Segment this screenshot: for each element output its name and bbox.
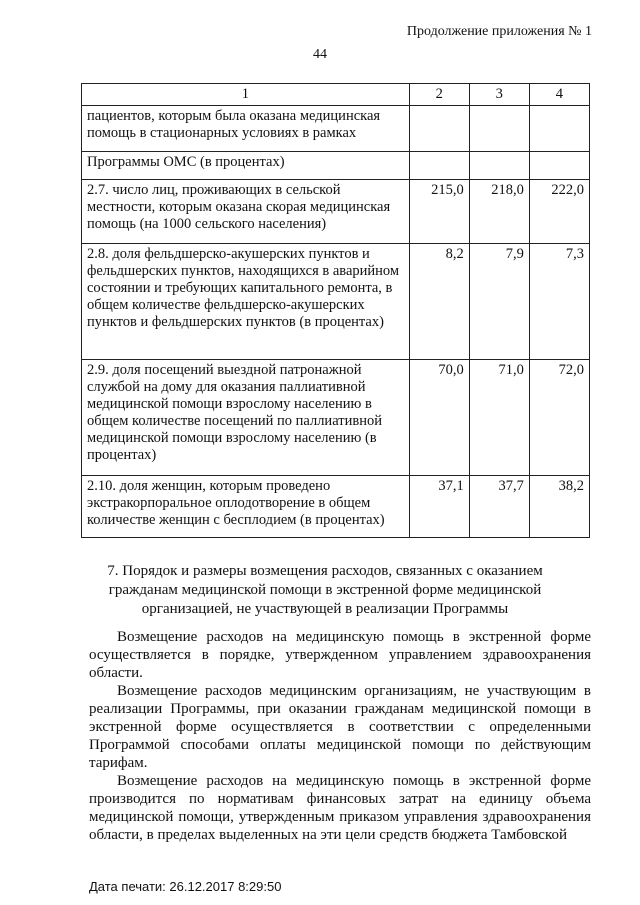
body-text bbox=[89, 628, 591, 844]
appendix-note: Продолжение приложения № 1 bbox=[406, 24, 592, 39]
table-row bbox=[82, 106, 590, 152]
table-row bbox=[82, 244, 590, 360]
table-header-row bbox=[82, 84, 590, 106]
table-row bbox=[82, 360, 590, 476]
row-label: пациентов, которым была оказана медицинская помощь в стационарных условиях в рамках bbox=[82, 106, 410, 152]
value-cell: 71,0 bbox=[469, 360, 529, 476]
value-cell: 222,0 bbox=[529, 180, 589, 244]
value-cell: 7,3 bbox=[529, 244, 589, 360]
row-label: 2.7. число лиц, проживающих в сельской местности, которым оказана скорая медицинская помощь (на 1000 сельского населения) bbox=[82, 180, 410, 244]
value-cell bbox=[469, 106, 529, 152]
value-cell: 215,0 bbox=[409, 180, 469, 244]
value-cell bbox=[409, 106, 469, 152]
row-label: 2.8. доля фельдшерско-акушерских пунктов и фельдшерских пунктов, находящихся в аварийном состоянии и требующих капитального ремонта, в общем количестве фельдшерско-акушерских пунктов и фельдшерских пунктов (в процентах) bbox=[82, 244, 410, 360]
value-cell bbox=[529, 152, 589, 180]
section-title: 7. Порядок и размеры возмещения расходов, связанных с оказанием гражданам медицинской помощи в экстренной форме медицинской организацией, не участвующей в реализации Программы bbox=[107, 563, 543, 617]
value-cell bbox=[529, 106, 589, 152]
indicators-table bbox=[81, 83, 590, 538]
value-cell: 218,0 bbox=[469, 180, 529, 244]
page-number: 44 bbox=[313, 47, 327, 62]
table-row bbox=[82, 180, 590, 244]
header-cell: 2 bbox=[409, 84, 469, 106]
value-cell bbox=[469, 152, 529, 180]
value-cell bbox=[409, 152, 469, 180]
header-cell: 3 bbox=[469, 84, 529, 106]
print-date: Дата печати: 26.12.2017 8:29:50 bbox=[89, 879, 282, 894]
row-label: 2.10. доля женщин, которым проведено экстракорпоральное оплодотворение в общем количестве женщин с бесплодием (в процентах) bbox=[82, 476, 410, 538]
header-cell: 4 bbox=[529, 84, 589, 106]
value-cell: 7,9 bbox=[469, 244, 529, 360]
row-label: 2.9. доля посещений выездной патронажной службой на дому для оказания паллиативной медицинской помощи взрослому населению в общем количестве посещений по паллиативной медицинской помощи взрослому населению (в процентах) bbox=[82, 360, 410, 476]
paragraph: Возмещение расходов на медицинскую помощь в экстренной форме осуществляется в порядке, утвержденном управлением здравоохранения области. bbox=[89, 629, 591, 681]
value-cell: 37,7 bbox=[469, 476, 529, 538]
header-cell: 1 bbox=[82, 84, 410, 106]
table-row bbox=[82, 476, 590, 538]
value-cell: 70,0 bbox=[409, 360, 469, 476]
table-row bbox=[82, 152, 590, 180]
value-cell: 38,2 bbox=[529, 476, 589, 538]
value-cell: 72,0 bbox=[529, 360, 589, 476]
paragraph: Возмещение расходов медицинским организациям, не участвующим в реализации Программы, при оказании гражданам медицинской помощи в экстренной форме осуществляется в соответствии с определенными Программой способами оплаты медицинской помощи по действующим тарифам. bbox=[89, 683, 591, 771]
value-cell: 37,1 bbox=[409, 476, 469, 538]
row-label: Программы ОМС (в процентах) bbox=[82, 152, 410, 180]
paragraph: Возмещение расходов на медицинскую помощь в экстренной форме производится по нормативам финансовых затрат на единицу объема медицинской помощи, утвержденным приказом управления здравоохранения области, в пределах выделенных на эти цели средств бюджета Тамбовской bbox=[89, 773, 591, 843]
value-cell: 8,2 bbox=[409, 244, 469, 360]
